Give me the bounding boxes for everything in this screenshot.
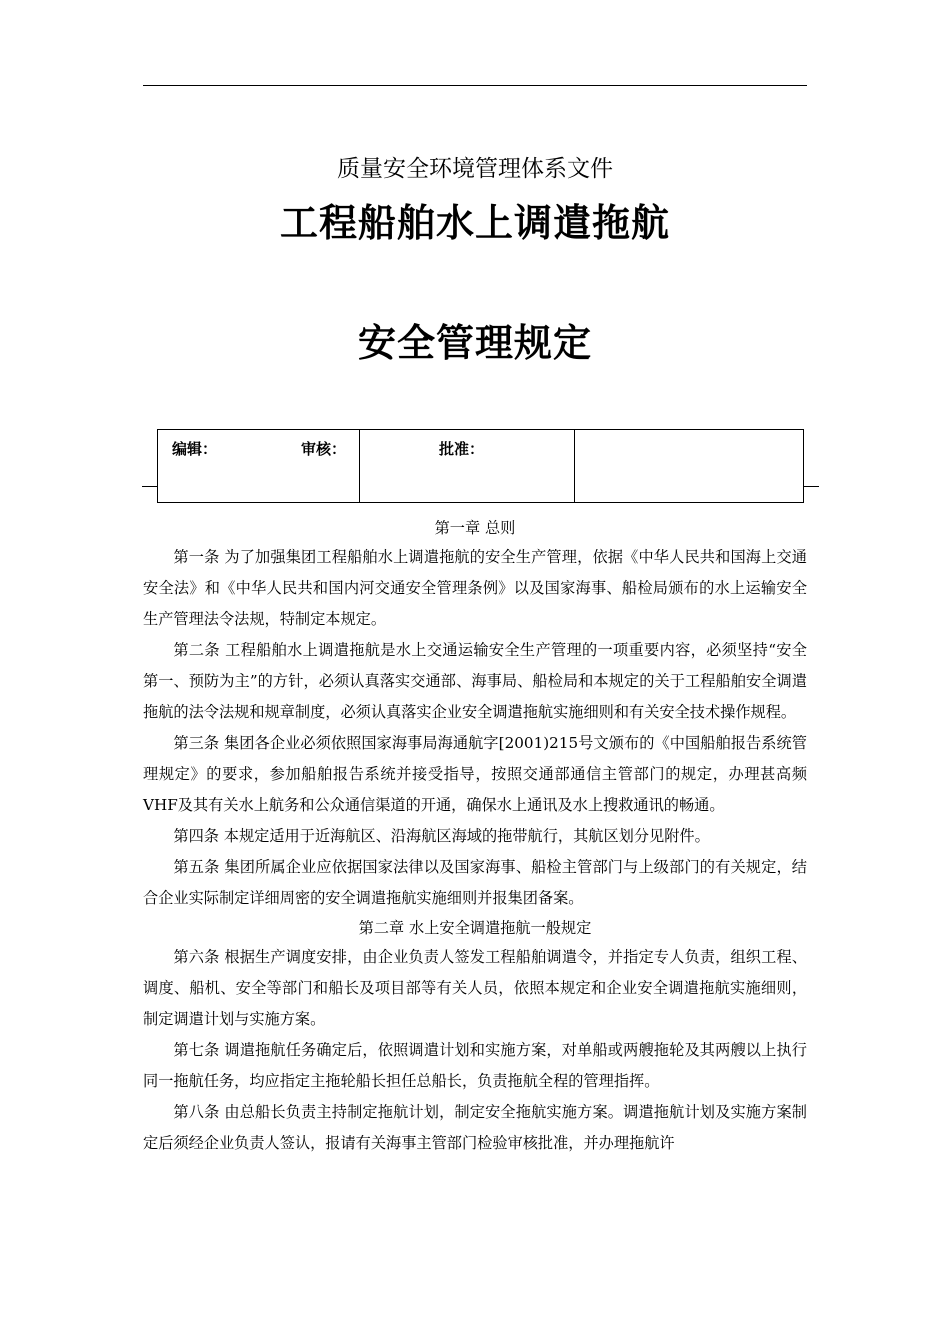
document-title-line2: 安全管理规定	[357, 321, 592, 365]
article-3: 第三条 集团各企业必须依照国家海事局海通航字[2001)215号文颁布的《中国船舶报告系统管理规定》的要求，参加船舶报告系统并接受指导，按照交通部通信主管部门的规定，办理甚高频VHF及其有关水上航务和公众通信渠道的开通，确保水上通讯及水上搜救通讯的畅通。	[143, 734, 807, 814]
table-edge-mark	[804, 486, 819, 487]
chapter-heading: 第二章 水上安全调遣拖航一般规定	[358, 919, 592, 937]
document-body	[143, 514, 807, 1159]
article-6: 第六条 根据生产调度安排，由企业负责人签发工程船舶调遣令，并指定专人负责，组织工程、调度、船机、安全等部门和船长及项目部等有关人员，依照本规定和企业安全调遣拖航实施细则，制定调遣计划与实施方案。	[143, 948, 807, 1028]
reviewer-label: 审核：	[301, 440, 347, 458]
article-7: 第七条 调遣拖航任务确定后，依照调遣计划和实施方案，对单船或两艘拖轮及其两艘以上执行同一拖航任务，均应指定主拖轮船长担任总船长，负责拖航全程的管理指挥。	[143, 1041, 807, 1090]
approver-label: 批准：	[439, 440, 485, 458]
header-rule	[143, 85, 807, 86]
article-4: 第四条 本规定适用于近海航区、沿海航区海域的拖带航行，其航区划分见附件。	[173, 827, 710, 845]
signature-divider	[359, 430, 360, 502]
document-system-label: 质量安全环境管理体系文件	[337, 156, 613, 182]
chapter-heading: 第一章 总则	[434, 519, 516, 537]
editor-label: 编辑：	[172, 440, 218, 458]
signature-divider	[574, 430, 575, 502]
article-2: 第二条 工程船舶水上调遣拖航是水上交通运输安全生产管理的一项重要内容，必须坚持“安全第一、预防为主”的方针，必须认真落实交通部、海事局、船检局和本规定的关于工程船舶安全调遣拖航的法令法规和规章制度，必须认真落实企业安全调遣拖航实施细则和有关安全技术操作规程。	[143, 641, 807, 721]
document-title-line1: 工程船舶水上调遣拖航	[279, 201, 670, 245]
signature-table	[157, 429, 804, 503]
article-1: 第一条 为了加强集团工程船舶水上调遣拖航的安全生产管理，依据《中华人民共和国海上交通安全法》和《中华人民共和国内河交通安全管理条例》以及国家海事、船检局颁布的水上运输安全生产管理法令法规，特制定本规定。	[143, 548, 807, 628]
article-5: 第五条 集团所属企业应依据国家法律以及国家海事、船检主管部门与上级部门的有关规定，结合企业实际制定详细周密的安全调遣拖航实施细则并报集团备案。	[143, 858, 807, 907]
article-8: 第八条 由总船长负责主持制定拖航计划，制定安全拖航实施方案。调遣拖航计划及实施方案制定后须经企业负责人签认，报请有关海事主管部门检验审核批准，并办理拖航许	[143, 1103, 807, 1152]
table-edge-mark	[142, 486, 157, 487]
